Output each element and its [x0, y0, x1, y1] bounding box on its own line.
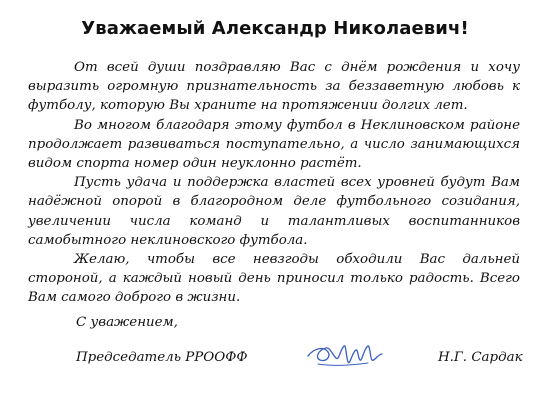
letter-paragraph-1: От всей души поздравляю Вас с днём рождения и хочу выразить огромную признательность за беззаветную любовь к футболу, которую Вы храните на протяжении долгих лет.	[28, 60, 520, 114]
handwritten-signature	[306, 336, 384, 372]
signer-name: Н.Г. Сардак	[438, 350, 523, 365]
letter-paragraph-4: Желаю, чтобы все невзгоды обходили Вас дальней стороной, а каждый новый день приносил только радость. Всего Вам самого доброго в жизни.	[28, 252, 520, 306]
letter-paragraph-2: Во многом благодаря этому футбол в Неклиновском районе продолжает развиваться поступательно, а число занимающихся видом спорта номер один неуклонно растёт.	[28, 117, 520, 172]
letter-paragraph-3: Пусть удача и поддержка властей всех уровней будут Вам надёжной опорой в благородном деле футбольного созидания, увеличении числа команд и талантливых воспитанников самобытного неклиновского футбола.	[28, 175, 520, 248]
letter-body	[28, 58, 520, 308]
chair-title: Председатель РРООФФ	[76, 350, 248, 365]
letter-closing: С уважением,	[76, 315, 178, 330]
letter-greeting: Уважаемый Александр Николаевич!	[81, 18, 469, 39]
